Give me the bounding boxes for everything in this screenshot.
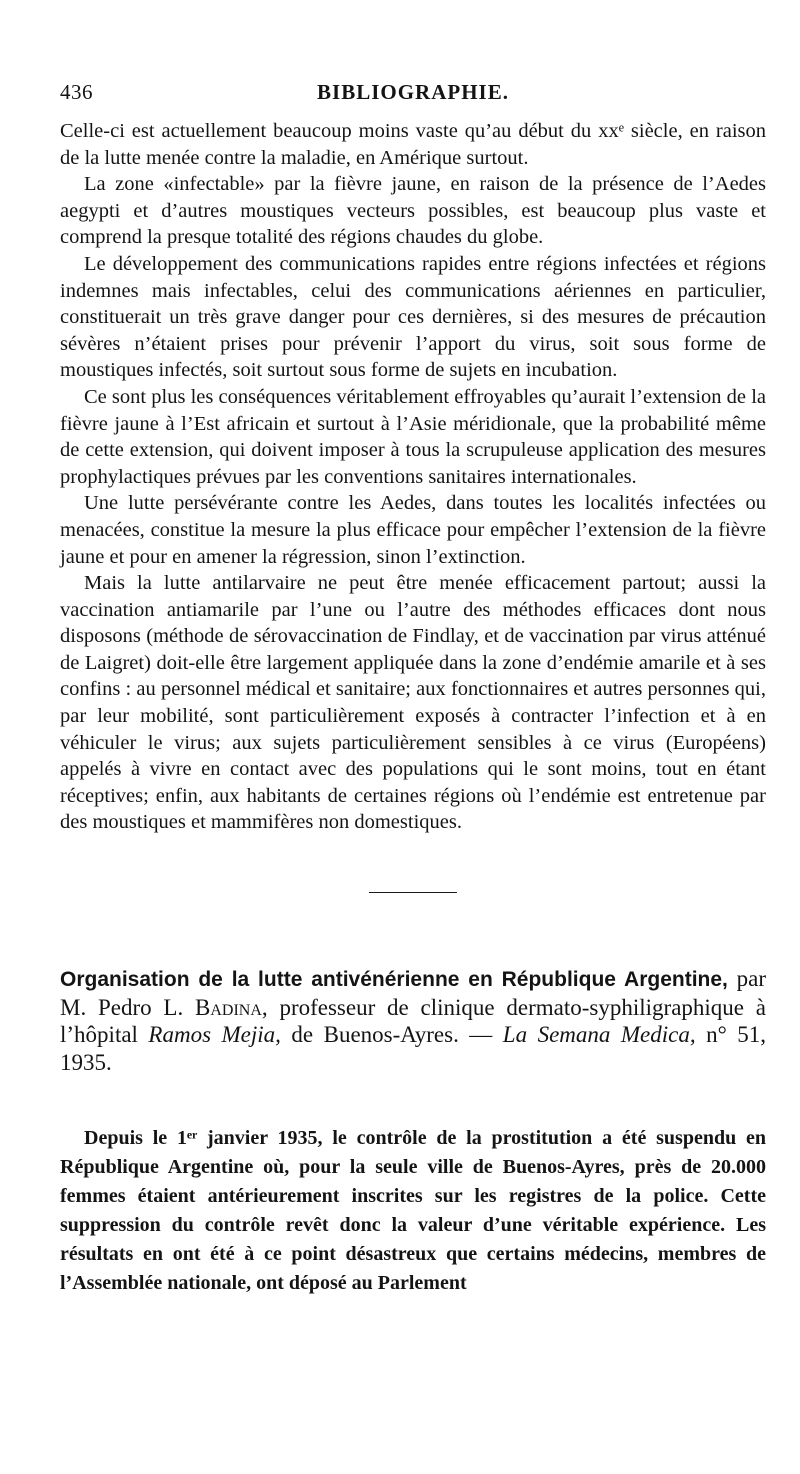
article-hospital: Ramos Mejia,	[148, 1022, 281, 1048]
article-author-surname: Badina	[195, 994, 262, 1020]
section-divider	[369, 892, 457, 893]
bibliography-entry	[60, 965, 766, 1076]
paragraph: Ce sont plus les conséquences véritablement effroyables qu’aurait l’extension de la fièvre jaune à l’Est africain et surtout à l’Asie méridionale, que la probabilité même de cette extension, qui doivent imposer à tous la scrupuleuse application des mesures prophylactiques prévues par les conventions sanitaires internationales.	[60, 385, 766, 488]
article-author-role: , professeur de clinique dermato-syphiligraphique à l’hôpital	[60, 994, 767, 1048]
continued-text	[60, 118, 766, 836]
paragraph: Une lutte persévérante contre les Aedes, dans toutes les localités infectées ou menacées, constitue la mesure la plus efficace pour empêcher l’extension de la fièvre jaune et pour en amener la régression, sinon l’extinction.	[60, 492, 766, 568]
paragraph: Depuis le 1ᵉʳ janvier 1935, le contrôle de la prostitution a été suspendu en République Argentine où, pour la seule ville de Buenos-Ayres, près de 20.000 femmes étaient antérieurement inscrites sur les registres de la police. Cette suppression du contrôle revêt donc la valeur d’une véritable expérience. Les résultats en ont été à ce point désastreux que certains médecins, membres de l’Assemblée nationale, ont déposé au Parlement	[60, 1127, 766, 1295]
article-body	[60, 1124, 766, 1298]
paragraph: Mais la lutte antilarvaire ne peut être menée efficacement partout; aussi la vaccination antiamarile par l’une ou l’autre des méthodes efficaces dont nous disposons (méthode de sérovaccination de Findlay, et de vaccination par virus atténué de Laigret) doit-elle être largement appliquée dans la zone d’endémie amarile et à ses confins : au personnel médical et sanitaire; aux fonctionnaires et autres personnes qui, par leur mobilité, sont particulièrement exposés à contracter l’infection et à en véhiculer le virus; aux sujets particulièrement sensibles à ce virus (Européens) appelés à vivre en contact avec des populations qui le sont moins, tout en étant réceptives; enfin, aux habitants de certaines régions où l’endémie est entretenue par des moustiques et mammifères non domestiques.	[60, 572, 766, 834]
paragraph: Le développement des communications rapides entre régions infectées et régions indemnes mais infectables, celui des communications aériennes en particulier, constituerait un très grave danger pour ces dernières, si des mesures de précaution sévères n’étaient prises pour prévenir l’apport du virus, soit sous forme de moustiques infectés, soit surtout sous forme de sujets en incubation.	[60, 252, 766, 382]
paragraph: La zone «infectable» par la fièvre jaune, en raison de la présence de l’Aedes aegypti et d’autres moustiques vecteurs possibles, est beaucoup plus vaste et comprend la presque totalité des régions chaudes du globe.	[60, 173, 766, 249]
article-issue: n° 51, 1935.	[60, 1022, 767, 1075]
running-head	[60, 80, 766, 108]
page-number: 436	[60, 80, 93, 104]
article-city: de Buenos-Ayres. —	[291, 1022, 493, 1048]
article-author-prefix: par M. Pedro L.	[60, 966, 767, 1020]
article-journal: La Semana Medica,	[502, 1022, 696, 1048]
paragraph: Celle-ci est actuellement beaucoup moins vaste qu’au début du xxᵉ siècle, en raison de la lutte menée contre la maladie, en Amérique surtout.	[60, 120, 766, 169]
running-title: BIBLIOGRAPHIE.	[317, 80, 509, 104]
page	[60, 0, 766, 1298]
article-title: Organisation de la lutte antivénérienne en République Argentine,	[60, 968, 728, 992]
